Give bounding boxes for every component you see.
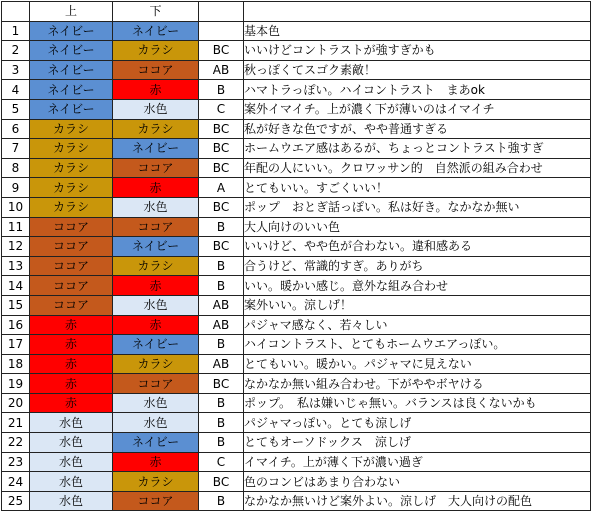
rating-cell[interactable] [199, 21, 244, 41]
row-number-cell[interactable]: 25 [2, 491, 30, 511]
comment-cell[interactable]: ハイコントラスト、とてもホームウエアっぽい。 [244, 335, 591, 355]
top-color-cell[interactable]: ココア [30, 237, 113, 257]
top-color-cell[interactable]: ネイビー [30, 99, 113, 119]
comment-cell[interactable]: 秋っぽくてスゴク素敵！ [244, 60, 591, 80]
comment-cell[interactable]: とてもいい。すごくいい！ [244, 178, 591, 198]
row-number-cell[interactable]: 20 [2, 393, 30, 413]
top-color-cell[interactable]: 水色 [30, 452, 113, 472]
row-number-cell[interactable]: 11 [2, 217, 30, 237]
top-color-cell[interactable]: ココア [30, 217, 113, 237]
bottom-color-cell[interactable]: ココア [113, 491, 199, 511]
rating-cell[interactable]: BC [199, 374, 244, 394]
comment-cell[interactable]: 案外イマイチ。上が濃く下が薄いのはイマイチ [244, 99, 591, 119]
rating-cell[interactable]: C [199, 99, 244, 119]
rating-cell[interactable]: BC [199, 41, 244, 61]
rating-cell[interactable]: BC [199, 197, 244, 217]
row-number-cell[interactable]: 12 [2, 237, 30, 257]
rating-cell[interactable]: BC [199, 119, 244, 139]
top-color-cell[interactable]: ココア [30, 295, 113, 315]
row-number-cell[interactable]: 14 [2, 276, 30, 296]
row-number-cell[interactable]: 16 [2, 315, 30, 335]
rating-cell[interactable]: AB [199, 60, 244, 80]
table-row [2, 256, 591, 276]
bottom-color-cell[interactable]: 水色 [113, 295, 199, 315]
comment-cell[interactable]: いい。暖かい感じ。意外な組み合わせ [244, 276, 591, 296]
row-number-cell[interactable]: 1 [2, 21, 30, 41]
rating-cell[interactable]: AB [199, 354, 244, 374]
comment-cell[interactable]: 基本色 [244, 21, 591, 41]
comment-cell[interactable]: 色のコンビはあまり合わない [244, 472, 591, 492]
comment-cell[interactable]: いいけど、やや色が合わない。違和感ある [244, 237, 591, 257]
header-corner-cell[interactable] [2, 2, 30, 22]
table-row [2, 119, 591, 139]
top-color-cell[interactable]: 水色 [30, 433, 113, 453]
table-row [2, 354, 591, 374]
bottom-color-cell[interactable]: 水色 [113, 197, 199, 217]
comment-cell[interactable]: ホームウエア感はあるが、ちょっとコントラスト強すぎ [244, 139, 591, 159]
top-color-cell[interactable]: カラシ [30, 197, 113, 217]
bottom-color-cell[interactable]: 赤 [113, 276, 199, 296]
rating-cell[interactable]: B [199, 276, 244, 296]
table-row [2, 374, 591, 394]
row-number-cell[interactable]: 6 [2, 119, 30, 139]
table-row [2, 41, 591, 61]
rating-cell[interactable]: B [199, 80, 244, 100]
bottom-color-cell[interactable]: ココア [113, 60, 199, 80]
comment-cell[interactable]: 年配の人にいい。クロワッサン的 自然派の組み合わせ [244, 158, 591, 178]
table-row [2, 433, 591, 453]
rating-cell[interactable]: B [199, 413, 244, 433]
table-row [2, 237, 591, 257]
bottom-color-cell[interactable]: 赤 [113, 80, 199, 100]
row-number-cell[interactable]: 24 [2, 472, 30, 492]
top-color-cell[interactable]: ネイビー [30, 80, 113, 100]
rating-cell[interactable]: AB [199, 315, 244, 335]
rating-cell[interactable]: B [199, 491, 244, 511]
row-number-cell[interactable]: 17 [2, 335, 30, 355]
comment-cell[interactable]: 合うけど、常識的すぎ。ありがち [244, 256, 591, 276]
table-row [2, 197, 591, 217]
rating-cell[interactable]: BC [199, 237, 244, 257]
bottom-color-cell[interactable]: ココア [113, 374, 199, 394]
top-color-cell[interactable]: 水色 [30, 472, 113, 492]
bottom-color-cell[interactable]: カラシ [113, 256, 199, 276]
table-row [2, 217, 591, 237]
table-row [2, 158, 591, 178]
rating-cell[interactable]: B [199, 335, 244, 355]
bottom-color-cell[interactable]: ココア [113, 217, 199, 237]
row-number-cell[interactable]: 23 [2, 452, 30, 472]
top-color-cell[interactable]: 赤 [30, 315, 113, 335]
table-row [2, 21, 591, 41]
row-number-cell[interactable]: 8 [2, 158, 30, 178]
row-number-cell[interactable]: 5 [2, 99, 30, 119]
bottom-color-cell[interactable]: ネイビー [113, 433, 199, 453]
table-row [2, 315, 591, 335]
rating-cell[interactable]: B [199, 393, 244, 413]
header-comment-cell[interactable] [244, 2, 591, 22]
rating-cell[interactable]: BC [199, 472, 244, 492]
row-number-cell[interactable]: 13 [2, 256, 30, 276]
rating-cell[interactable]: BC [199, 158, 244, 178]
comment-cell[interactable]: いいけどコントラストが強すぎかも [244, 41, 591, 61]
bottom-color-cell[interactable]: 水色 [113, 99, 199, 119]
row-number-cell[interactable]: 15 [2, 295, 30, 315]
top-color-cell[interactable]: 水色 [30, 413, 113, 433]
top-color-cell[interactable]: ココア [30, 276, 113, 296]
top-color-cell[interactable]: 赤 [30, 354, 113, 374]
row-number-cell[interactable]: 7 [2, 139, 30, 159]
comment-cell[interactable]: ポップ おとぎ話っぽい。私は好き。なかなか無い [244, 197, 591, 217]
comment-cell[interactable]: ハマトラっぽい。ハイコントラスト まあok [244, 80, 591, 100]
table-row [2, 413, 591, 433]
table-row [2, 452, 591, 472]
comment-cell[interactable]: イマイチ。上が薄く下が濃い過ぎ [244, 452, 591, 472]
bottom-color-cell[interactable]: ネイビー [113, 139, 199, 159]
row-number-cell[interactable]: 2 [2, 41, 30, 61]
bottom-color-cell[interactable]: カラシ [113, 354, 199, 374]
header-rating-cell[interactable] [199, 2, 244, 22]
table-row [2, 60, 591, 80]
table-row [2, 335, 591, 355]
rating-cell[interactable]: B [199, 256, 244, 276]
rating-cell[interactable]: BC [199, 139, 244, 159]
bottom-color-cell[interactable]: 赤 [113, 315, 199, 335]
bottom-color-cell[interactable]: 赤 [113, 452, 199, 472]
comment-cell[interactable]: パジャマ感なく、若々しい [244, 315, 591, 335]
rating-cell[interactable]: AB [199, 295, 244, 315]
comment-cell[interactable]: パジャマっぽい。とても涼しげ [244, 413, 591, 433]
comment-cell[interactable]: 案外いい。涼しげ！ [244, 295, 591, 315]
top-color-cell[interactable]: 赤 [30, 374, 113, 394]
table-row [2, 99, 591, 119]
table-row [2, 472, 591, 492]
bottom-color-cell[interactable]: ネイビー [113, 237, 199, 257]
top-color-cell[interactable]: カラシ [30, 139, 113, 159]
top-color-cell[interactable]: カラシ [30, 158, 113, 178]
color-combination-table [1, 1, 591, 511]
table-row [2, 393, 591, 413]
bottom-color-cell[interactable]: 水色 [113, 393, 199, 413]
header-top-cell[interactable]: 上 [30, 2, 113, 22]
row-number-cell[interactable]: 18 [2, 354, 30, 374]
top-color-cell[interactable]: 赤 [30, 335, 113, 355]
row-number-cell[interactable]: 4 [2, 80, 30, 100]
top-color-cell[interactable]: 水色 [30, 491, 113, 511]
row-number-cell[interactable]: 19 [2, 374, 30, 394]
rating-cell[interactable]: B [199, 217, 244, 237]
top-color-cell[interactable]: カラシ [30, 178, 113, 198]
bottom-color-cell[interactable]: カラシ [113, 41, 199, 61]
rating-cell[interactable]: C [199, 452, 244, 472]
bottom-color-cell[interactable]: ネイビー [113, 21, 199, 41]
row-number-cell[interactable]: 22 [2, 433, 30, 453]
bottom-color-cell[interactable]: 水色 [113, 413, 199, 433]
top-color-cell[interactable]: 赤 [30, 393, 113, 413]
header-bottom-cell[interactable]: 下 [113, 2, 199, 22]
table-row [2, 178, 591, 198]
comment-cell[interactable]: なかなか無い組み合わせ。下がややボヤける [244, 374, 591, 394]
table-row [2, 139, 591, 159]
bottom-color-cell[interactable]: カラシ [113, 472, 199, 492]
row-number-cell[interactable]: 21 [2, 413, 30, 433]
bottom-color-cell[interactable]: 赤 [113, 178, 199, 198]
row-number-cell[interactable]: 10 [2, 197, 30, 217]
row-number-cell[interactable]: 9 [2, 178, 30, 198]
comment-cell[interactable]: ポップ。 私は嫌いじゃ無い。バランスは良くないかも [244, 393, 591, 413]
comment-cell[interactable]: とてもいい。暖かい。パジャマに見えない [244, 354, 591, 374]
top-color-cell[interactable]: カラシ [30, 119, 113, 139]
row-number-cell[interactable]: 3 [2, 60, 30, 80]
comment-cell[interactable]: 私が好きな色ですが、やや普通すぎる [244, 119, 591, 139]
table-row [2, 295, 591, 315]
bottom-color-cell[interactable]: カラシ [113, 119, 199, 139]
comment-cell[interactable]: 大人向けのいい色 [244, 217, 591, 237]
table-row [2, 491, 591, 511]
bottom-color-cell[interactable]: ネイビー [113, 335, 199, 355]
header-row [2, 2, 591, 22]
top-color-cell[interactable]: ネイビー [30, 21, 113, 41]
table-row [2, 80, 591, 100]
bottom-color-cell[interactable]: ココア [113, 158, 199, 178]
comment-cell[interactable]: とてもオーソドックス 涼しげ [244, 433, 591, 453]
top-color-cell[interactable]: ネイビー [30, 41, 113, 61]
rating-cell[interactable]: B [199, 433, 244, 453]
comment-cell[interactable]: なかなか無いけど案外よい。涼しげ 大人向けの配色 [244, 491, 591, 511]
table-row [2, 276, 591, 296]
rating-cell[interactable]: A [199, 178, 244, 198]
top-color-cell[interactable]: ココア [30, 256, 113, 276]
top-color-cell[interactable]: ネイビー [30, 60, 113, 80]
